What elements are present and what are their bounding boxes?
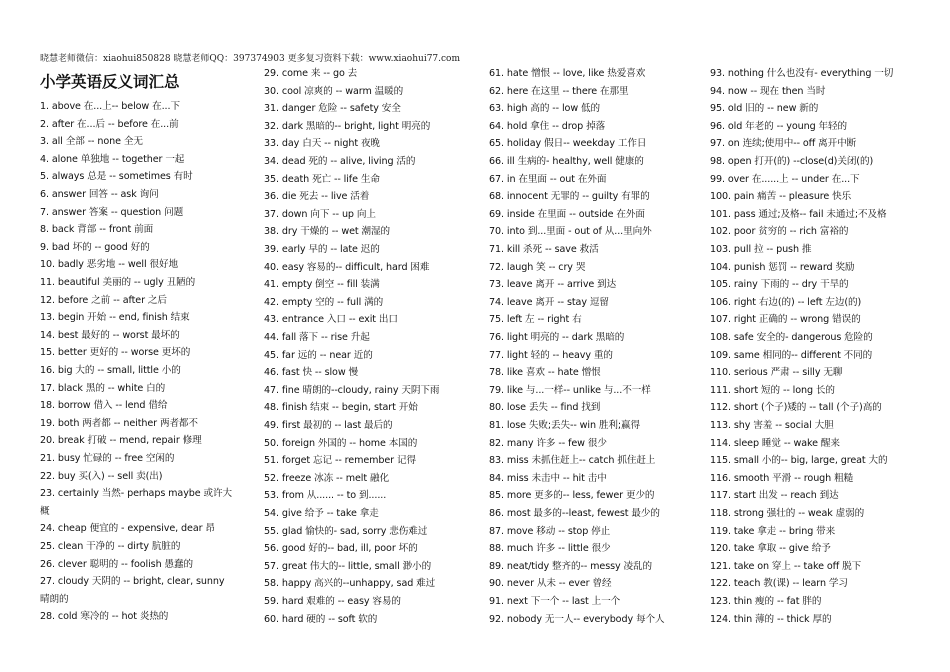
word-pair-entry: 69. inside 在里面 -- outside 在外面 (489, 208, 645, 220)
word-pair-entry: 22. buy 买(入) -- sell 卖(出) (40, 470, 163, 482)
word-pair-entry: 75. left 左 -- right 右 (489, 314, 582, 326)
word-pair-entry: 35. death 死亡 -- life 生命 (264, 173, 380, 185)
word-pair-entry: 38. dry 干燥的 -- wet 潮湿的 (264, 226, 391, 238)
word-pair-entry: 73. leave 离开 -- arrive 到达 (489, 279, 617, 291)
word-pair-entry: 31. danger 危险 -- safety 安全 (264, 103, 401, 115)
word-pair-entry: 13. begin 开始 -- end, finish 结束 (40, 312, 190, 324)
word-pair-entry: 21. busy 忙碌的 -- free 空闲的 (40, 453, 175, 464)
word-pair-entry: 79. like 与...一样-- unlike 与...不一样 (489, 384, 651, 396)
word-pair-entry: 108. safe 安全的- dangerous 危险的 (710, 332, 873, 343)
word-pair-entry: 49. first 最初的 -- last 最后的 (264, 420, 393, 431)
word-pair-entry: 67. in 在里面 -- out 在外面 (489, 173, 607, 185)
word-pair-entry: 57. great 伟大的-- little, small 渺小的 (264, 560, 432, 572)
word-pair-entry: 81. lose 失败;丢失-- win 胜利;赢得 (489, 420, 641, 431)
word-pair-entry: 20. break 打破 -- mend, repair 修理 (40, 435, 202, 447)
word-pair-entry: 106. right 右边(的) -- left 左边(的) (710, 296, 862, 308)
word-pair-entry: 30. cool 凉爽的 -- warm 温暖的 (264, 85, 404, 97)
word-pair-entry: 58. happy 高兴的--unhappy, sad 难过 (264, 578, 436, 590)
word-pair-entry: 52. freeze 冰冻 -- melt 融化 (264, 472, 389, 484)
word-pair-entry: 86. most 最多的--least, fewest 最少的 (489, 508, 660, 519)
word-pair-entry: 24. cheap 便宜的 - expensive, dear 昂 (40, 523, 215, 535)
word-pair-entry: 61. hate 憎恨 -- love, like 热爱喜欢 (489, 68, 646, 79)
word-pair-entry: 7. answer 答案 -- question 问题 (40, 206, 184, 218)
word-pair-entry: 113. shy 害羞 -- social 大胆 (710, 420, 834, 431)
word-pair-entry: 99. over 在......上 -- under 在...下 (710, 173, 860, 185)
word-pair-entry: 107. right 正确的 -- wrong 错误的 (710, 314, 861, 326)
word-pair-entry: 39. early 早的 -- late 迟的 (264, 244, 380, 255)
word-pair-entry: 9. bad 坏的 -- good 好的 (40, 241, 150, 253)
word-pair-entry: 50. foreign 外国的 -- home 本国的 (264, 437, 418, 449)
word-pair-entry: 16. big 大的 -- small, little 小的 (40, 365, 181, 376)
word-pair-entry: 56. good 好的-- bad, ill, poor 坏的 (264, 543, 418, 555)
word-pair-entry: 44. fall 落下 -- rise 升起 (264, 332, 370, 343)
word-pair-entry: 23. certainly 当然- perhaps maybe 或许大 (40, 488, 232, 500)
word-pair-entry: 10. badly 恶劣地 -- well 很好地 (40, 259, 178, 271)
word-pair-entry: 115. small 小的-- big, large, great 大的 (710, 455, 888, 467)
word-pair-entry: 14. best 最好的 -- worst 最坏的 (40, 329, 180, 341)
word-pair-entry: 48. finish 结束 -- begin, start 开始 (264, 402, 418, 414)
word-pair-entry: 102. poor 贫穷的 -- rich 富裕的 (710, 226, 849, 238)
word-pair-entry: 55. glad 愉快的- sad, sorry 悲伤难过 (264, 525, 428, 537)
word-pair-entry: 98. open 打开(的) --close(d)关闭(的) (710, 156, 874, 167)
word-pair-entry: 122. teach 教(课) -- learn 学习 (710, 578, 848, 590)
word-pair-entry: 80. lose 丢失 -- find 找到 (489, 402, 601, 414)
word-pair-entry: 26. clever 聪明的 -- foolish 愚蠢的 (40, 558, 193, 570)
word-pair-entry: 43. entrance 入口 -- exit 出口 (264, 314, 398, 326)
word-pair-entry: 72. laugh 笑 -- cry 哭 (489, 261, 586, 273)
word-pair-entry: 70. into 到...里面 - out of 从...里向外 (489, 226, 652, 238)
word-pair-entry: 104. punish 惩罚 -- reward 奖励 (710, 261, 855, 273)
word-pair-entry: 77. light 轻的 -- heavy 重的 (489, 349, 613, 361)
word-pair-entry: 18. borrow 借入 -- lend 借给 (40, 400, 168, 412)
word-pair-entry: 103. pull 拉 -- push 推 (710, 244, 812, 255)
word-pair-entry: 6. answer 回答 -- ask 询问 (40, 189, 159, 200)
word-pair-entry: 116. smooth 平滑 -- rough 粗糙 (710, 472, 854, 484)
word-pair-entry: 46. fast 快 -- slow 慢 (264, 367, 359, 379)
word-pair-entry: 119. take 拿走 -- bring 带来 (710, 525, 836, 537)
word-pair-entry: 97. on 连续;使用中-- off 离开中断 (710, 138, 857, 150)
word-pair-entry: 64. hold 拿住 -- drop 掉落 (489, 120, 606, 132)
word-pair-entry: 109. same 相同的-- different 不同的 (710, 349, 873, 361)
word-pair-entry: 11. beautiful 美丽的 -- ugly 丑陋的 (40, 277, 196, 288)
word-pair-entry: 124. thin 薄的 -- thick 厚的 (710, 613, 832, 625)
word-pair-entry: 45. far 远的 -- near 近的 (264, 349, 373, 361)
word-pair-entry: 60. hard 硬的 -- soft 软的 (264, 613, 378, 625)
word-pair-entry: 112. short (个子)矮的 -- tall (个子)高的 (710, 402, 882, 414)
word-pair-entry: 51. forget 忘记 -- remember 记得 (264, 455, 416, 467)
word-pair-entry: 8. back 背部 -- front 前面 (40, 224, 154, 236)
word-pair-entry: 117. start 出发 -- reach 到达 (710, 490, 839, 502)
word-pair-entry: 4. alone 单独地 -- together 一起 (40, 153, 185, 165)
word-pair-entry: 94. now -- 现在 then 当时 (710, 85, 826, 97)
word-pair-entry: 101. pass 通过;及格-- fail 未通过;不及格 (710, 208, 887, 220)
word-pair-entry: 概 (40, 505, 50, 517)
word-pair-entry: 83. miss 未抓住赶上-- catch 抓住赶上 (489, 455, 656, 467)
word-pair-entry: 121. take on 穿上 -- take off 脱下 (710, 560, 862, 572)
word-pair-entry: 92. nobody 无一人-- everybody 每个人 (489, 613, 665, 625)
word-pair-entry: 34. dead 死的 -- alive, living 活的 (264, 156, 416, 167)
word-pair-entry: 33. day 白天 -- night 夜晚 (264, 138, 380, 150)
word-pair-entry: 87. move 移动 -- stop 停止 (489, 525, 611, 537)
word-pair-entry: 17. black 黑的 -- white 白的 (40, 382, 166, 394)
word-pair-entry: 63. high 高的 -- low 低的 (489, 103, 601, 115)
word-pair-entry: 85. more 更多的-- less, fewer 更少的 (489, 490, 655, 502)
word-pair-entry: 111. short 短的 -- long 长的 (710, 384, 835, 396)
word-pair-entry: 118. strong 强壮的 -- weak 虚弱的 (710, 508, 865, 519)
word-pair-entry: 84. miss 未击中 -- hit 击中 (489, 472, 607, 484)
word-pair-entry: 76. light 明亮的 -- dark 黑暗的 (489, 332, 625, 343)
word-pair-entry: 120. take 拿取 -- give 给予 (710, 543, 831, 555)
word-pair-entry: 晴朗的 (40, 593, 69, 605)
word-pair-entry: 2. after 在...后 -- before 在...前 (40, 118, 179, 130)
word-pair-entry: 89. neat/tidy 整齐的-- messy 凌乱的 (489, 560, 653, 572)
word-pair-entry: 78. like 喜欢 -- hate 憎恨 (489, 367, 601, 379)
word-pair-entry: 91. next 下一个 -- last 上一个 (489, 596, 621, 607)
word-pair-entry: 36. die 死去 -- live 活着 (264, 191, 370, 203)
word-pair-entry: 27. cloudy 天阴的 -- bright, clear, sunny (40, 576, 225, 588)
word-pair-entry: 5. always 总是 -- sometimes 有时 (40, 171, 193, 183)
word-pair-entry: 59. hard 艰难的 -- easy 容易的 (264, 596, 401, 607)
word-pair-entry: 105. rainy 下雨的 -- dry 干旱的 (710, 279, 849, 291)
word-pair-entry: 25. clean 干净的 -- dirty 肮脏的 (40, 541, 181, 552)
word-pair-entry: 37. down 向下 -- up 向上 (264, 208, 376, 220)
word-pair-entry: 42. empty 空的 -- full 满的 (264, 296, 384, 308)
word-pair-entry: 47. fine 晴朗的--cloudy, rainy 天阴下雨 (264, 384, 440, 396)
word-pair-entry: 71. kill 杀死 -- save 救活 (489, 244, 599, 255)
word-pair-entry: 95. old 旧的 -- new 新的 (710, 103, 819, 115)
word-pair-entry: 12. before 之前 -- after 之后 (40, 294, 167, 306)
word-pair-entry: 65. holiday 假日-- weekday 工作日 (489, 138, 647, 150)
word-pair-entry: 96. old 年老的 -- young 年轻的 (710, 120, 848, 132)
word-pair-entry: 29. come 来 -- go 去 (264, 68, 358, 79)
word-pair-entry: 110. serious 严肃 -- silly 无聊 (710, 367, 843, 379)
word-pair-entry: 93. nothing 什么也没有- everything 一切 (710, 68, 894, 79)
word-pair-entry: 66. ill 生病的- healthy, well 健康的 (489, 156, 644, 167)
word-pair-entry: 19. both 两者都 -- neither 两者都不 (40, 417, 198, 429)
page-header: 晓慧老师微信：xiaohui850828 晓慧老师QQ：397374903 更多复习资料下载：www.xiaohui77.com (40, 54, 460, 64)
word-pair-entry: 100. pain 痛苦 -- pleasure 快乐 (710, 191, 852, 203)
word-pair-entry: 82. many 许多 -- few 很少 (489, 437, 607, 449)
word-pair-entry: 68. innocent 无罪的 -- guilty 有罪的 (489, 191, 650, 203)
word-pair-entry: 74. leave 离开 -- stay 逗留 (489, 296, 609, 308)
page-title: 小学英语反义词汇总 (40, 73, 180, 91)
word-pair-entry: 28. cold 寒冷的 -- hot 炎热的 (40, 611, 169, 623)
word-pair-entry: 88. much 许多 -- little 很少 (489, 543, 611, 555)
word-pair-entry: 15. better 更好的 -- worse 更坏的 (40, 347, 191, 359)
word-pair-entry: 62. here 在这里 -- there 在那里 (489, 85, 629, 97)
word-pair-entry: 53. from 从...... -- to 到...... (264, 490, 387, 502)
word-pair-entry: 32. dark 黑暗的-- bright, light 明亮的 (264, 120, 431, 132)
word-pair-entry: 114. sleep 睡觉 -- wake 醒来 (710, 437, 840, 449)
word-pair-entry: 123. thin 瘦的 -- fat 胖的 (710, 596, 822, 607)
word-pair-entry: 40. easy 容易的-- difficult, hard 困难 (264, 261, 430, 273)
word-pair-entry: 1. above 在...上-- below 在...下 (40, 101, 180, 112)
word-pair-entry: 90. never 从未 -- ever 曾经 (489, 578, 612, 590)
word-pair-entry: 41. empty 倒空 -- fill 装满 (264, 279, 380, 291)
word-pair-entry: 54. give 给予 -- take 拿走 (264, 508, 379, 519)
word-pair-entry: 3. all 全部 -- none 全无 (40, 136, 143, 148)
